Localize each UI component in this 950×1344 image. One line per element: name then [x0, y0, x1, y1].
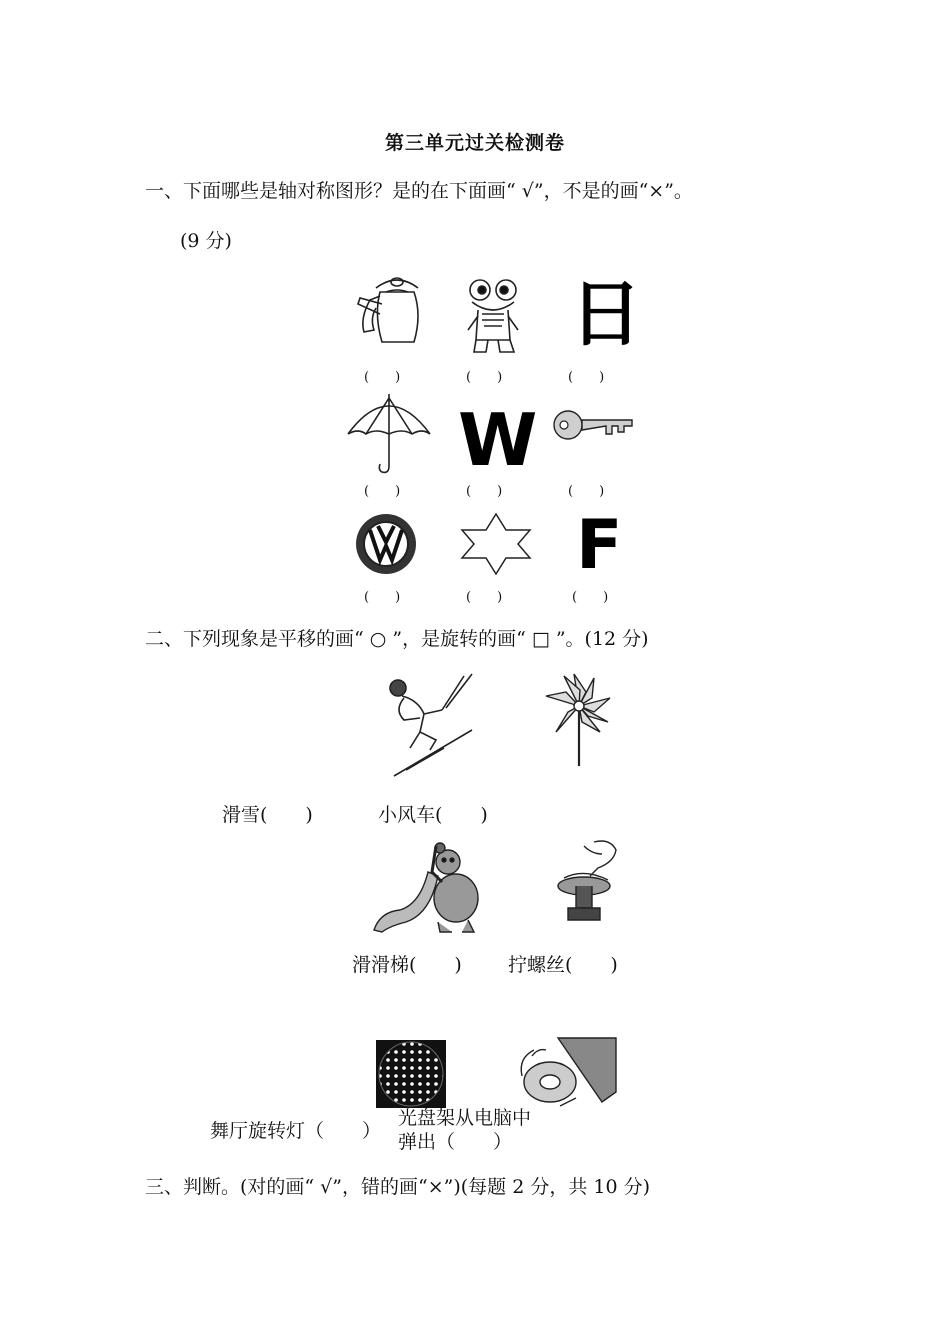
disco-ball-icon	[376, 1040, 446, 1108]
slide-label: 滑滑梯( )	[352, 954, 462, 976]
vw-logo-icon	[354, 512, 418, 576]
six-point-star-icon	[460, 512, 532, 576]
answer-blank[interactable]: ( )	[466, 370, 503, 385]
skier-icon	[384, 670, 476, 780]
answer-blank[interactable]: ( )	[364, 484, 401, 499]
q2-heading: 二、下列现象是平移的画“ ○ ”，是旋转的画“ □ ”。(12 分)	[145, 628, 649, 650]
umbrella-icon	[344, 392, 434, 476]
page-title: 第三单元过关检测卷	[384, 132, 565, 154]
letter-w: W	[458, 398, 538, 482]
answer-blank[interactable]: ( )	[568, 484, 605, 499]
frog-icon	[462, 274, 524, 356]
q1-points: (9 分)	[180, 230, 232, 252]
pinwheel-icon	[544, 672, 614, 768]
character-ri: 日	[570, 272, 643, 356]
answer-blank[interactable]: ( )	[572, 590, 609, 605]
cd-label-line2: 弹出（ ）	[398, 1131, 513, 1153]
cd-label-line1: 光盘架从电脑中	[398, 1107, 532, 1129]
disco-label: 舞厅旋转灯（ ）	[210, 1120, 382, 1142]
answer-blank[interactable]: ( )	[364, 590, 401, 605]
pinwheel-label: 小风车( )	[378, 804, 488, 826]
screw-label: 拧螺丝( )	[508, 954, 618, 976]
q3-heading: 三、判断。(对的画“ √”，错的画“×”)(每题 2 分，共 10 分)	[145, 1176, 650, 1198]
slide-icon	[370, 842, 482, 934]
key-icon	[552, 402, 636, 448]
kettle-icon	[352, 270, 428, 350]
answer-blank[interactable]: ( )	[466, 590, 503, 605]
skiing-label: 滑雪( )	[222, 804, 313, 826]
screw-icon	[554, 838, 626, 932]
letter-f: F	[576, 506, 623, 585]
answer-blank[interactable]: ( )	[364, 370, 401, 385]
answer-blank[interactable]: ( )	[568, 370, 605, 385]
answer-blank[interactable]: ( )	[466, 484, 503, 499]
q1-heading: 一、下面哪些是轴对称图形？是的在下面画“ √”，不是的画“×”。	[145, 180, 693, 202]
cd-label	[398, 1106, 531, 1154]
cd-tray-icon	[516, 1036, 618, 1112]
